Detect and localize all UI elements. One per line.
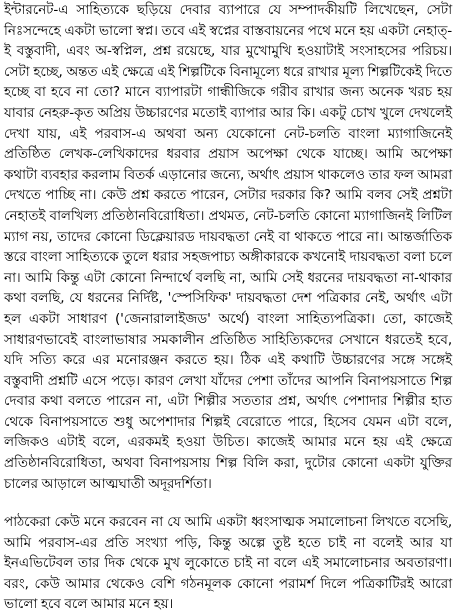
body-paragraph-1: ইন্টারনেট-এ সাহিত্যকে ছড়িয়ে দেবার ব্যাপারে যে সম্পাদকীয়টি লিখেছেন, সেটা নিঃসন্দেহে একটা ভালো স্বপ্ন। তবে এই স্বপ্নের বাস্তবায়নের পথে মনে হয় একটা নেহাত্‌-ই বস্তুবাদী, এবং অ-স্বপ্নিল, প্রশ্ন রয়েছে, যার মুখোমুখি হওয়াটাই সংসাহসের পরিচয়। সেটা হচ্ছে, অন্তত এই ক্ষেত্রে এই শিল্পটিকে বিনামূল্যে ধরে রাখার মূল্য শিল্পটিকেই দিতে হচ্ছে বা হবে না তো? মানে ব্যাপারটা গান্ধীজিকে গরীব রাখার জন্য অনেক খরচ হয় যাবার নেহরু-কৃত অপ্রিয় উচ্চারণের মতোই ব্যাপার আর কি। একটু চোখ খুলে দেখলেই দেখা যায়, এই পরবাস-এ অথবা অন্য যেকোনো নেট-চলতি বাংলা ম্যাগাজিনেই প্রতিষ্ঠিত লেখক-লেখিকাদের ধরবার প্রয়াস অপেক্ষা থেকে যাচ্ছে। আমি অপেক্ষা কথাটা ব্যবহার করলাম বিতর্ক এড়ানোর জন্যে, অর্থাৎ প্রয়াস থাকলেও তার ফল আমরা দেখতে পাচ্ছি না। কেউ প্রশ্ন করতে পারেন, সেটার দরকার কি? আমি বলব সেই প্রশ্নটা নেহাতই বালখিল্য প্রতিষ্ঠানবিরোধিতা। প্রথমত, নেট-চলতি কোনো ম্যাগাজিনই লিটিল ম্যাগ নয়, তাদের কোনো ডিক্লেয়ারড দায়বদ্ধতা নেই বা থাকতে পারে না। আন্তর্জাতিক স্তরে বাংলা সাহিত্যকে তুলে ধরার সহজপাচ্য অঙ্গীকারকে কখনোই দায়বদ্ধতা বলা চলে না। আমি কিন্তু এটা কোনো নিন্দার্থে বলছি না, আমি সেই ধরনের দায়বদ্ধতা না-থাকার কথা বলছি, যে ধরনের নির্দিষ্ট, 'স্পেসিফিক' দায়বদ্ধতা দেশ পত্রিকার নেই, অর্থাৎ এটা হল একটা সাধারণ ('জেনারালাইজড' অর্থে) বাংলা সাহিত্যপত্রিকা। তো, কাজেই সাধারণভাবেই বাংলাভাষার সমকালীন প্রতিষ্ঠিত সাহিত্যিকদের সেখানে ধরতেই হবে, যদি সত্যি করে এর মনোরঞ্জন করতে হয়। ঠিক এই কথাটি উচ্চারণের সঙ্গে সঙ্গেই বস্তুবাদী প্রশ্নটি এসে পড়ে। কারণ লেখা যাঁদের পেশা তাঁদের আপনি বিনাপয়সাতে শিল্প দেবার কথা বলতে পারেন না, এটা শিল্পীর সততার প্রশ্ন, অর্থাৎ পেশাদার শিল্পীর হাত থেকে বিনাপয়সাতে শুধু অপেশাদার শিল্পই বেরোতে পারে, হিসেব যেমন এটা বলে, লজিকও এটাই বলে, এরকমই হওয়া উচিত। কাজেই আমার মনে হয় এই ক্ষেত্রে প্রতিষ্ঠানবিরোধিতা, অথবা বিনাপয়সায় শিল্প বিলি করা, দুটোর কোনো একটা যুক্তির চালের আড়ালে আত্মঘাতী অদূরদর্শিতা। (4, 2, 452, 492)
body-paragraph-2: পাঠকেরা কেউ মনে করবেন না যে আমি একটা ধ্বংসাত্মক সমালোচনা লিখতে বসেছি, আমি পরবাস-এর প্রতি সংখ্যা পড়ি, কিন্তু অল্পে তুষ্ট হতে চাই না বলেই আর যা ইনএভিটেবল তার দিক থেকে মুখ লুকোতে চাই না বলে এই সমালোচনার অবতারণা। বরং, কেউ আমার থেকেও বেশি গঠনমূলক কোনো পরামর্শ দিলে পত্রিকাটিরই আরো ভালো হবে বলে আমার মনে হয়। (4, 514, 452, 613)
